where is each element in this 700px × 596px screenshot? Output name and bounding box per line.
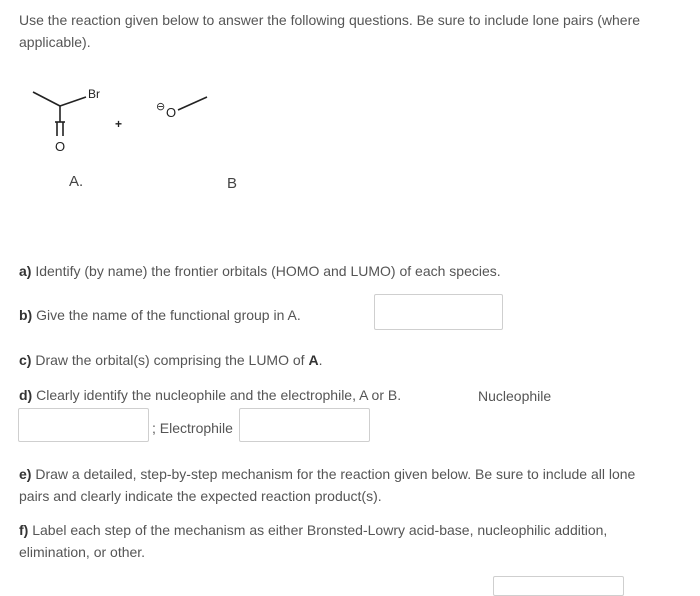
intro-line-1: Use the reaction given below to answer the following questions. Be sure to include lone pairs (where: [19, 12, 641, 28]
charge-symbol: ⊖: [156, 101, 166, 113]
answer-b-input[interactable]: [374, 294, 503, 330]
question-f-letter: f): [19, 522, 29, 538]
question-e-letter: e): [19, 466, 32, 482]
question-f-text-1: Label each step of the mechanism as either Bronsted-Lowry acid-base, nucleophilic addition,: [32, 522, 608, 538]
question-d-text: Clearly identify the nucleophile and the electrophile, A or B.: [36, 387, 402, 403]
question-a-text: Identify (by name) the frontier orbitals (HOMO and LUMO) of each species.: [35, 263, 501, 279]
bond-o-methyl: [178, 97, 207, 110]
bond-methyl-left: [33, 92, 60, 106]
question-c-text: Draw the orbital(s) comprising the LUMO of: [35, 352, 305, 368]
question-a-letter: a): [19, 263, 32, 279]
question-b-text: Give the name of the functional group in A.: [36, 307, 301, 323]
intro-line-2: applicable).: [19, 34, 91, 50]
electrophile-answer-input[interactable]: [239, 408, 370, 442]
answer-f-input[interactable]: [493, 576, 624, 596]
question-e-line-1: [19, 464, 635, 485]
label-a: A.: [69, 173, 84, 190]
question-c-bold-a: A: [308, 352, 319, 368]
question-e-text-1: Draw a detailed, step-by-step mechanism for the reaction given below. Be sure to include all lone: [35, 466, 636, 482]
question-d-letter: d): [19, 387, 33, 403]
nucleophile-answer-input[interactable]: [18, 408, 149, 442]
label-b: B: [227, 175, 238, 192]
question-e-line-2: pairs and clearly indicate the expected reaction product(s).: [19, 488, 382, 504]
bromine-label: Br: [88, 87, 100, 101]
question-f-line-2: elimination, or other.: [19, 544, 146, 560]
electrophile-label: ; Electrophile: [152, 420, 233, 436]
oxygen-label-b: O: [166, 105, 177, 120]
nucleophile-label: Nucleophile: [478, 388, 552, 404]
question-b-letter: b): [19, 307, 33, 323]
oxygen-label-a: O: [55, 139, 66, 154]
question-d: [19, 385, 401, 406]
plus-sign: +: [115, 117, 123, 131]
question-c-letter: c): [19, 352, 32, 368]
question-f-line-1: [19, 520, 607, 541]
question-b: [19, 305, 301, 326]
reaction-scheme: [0, 70, 320, 270]
question-c-period: .: [318, 352, 323, 368]
bond-ch-br: [60, 97, 86, 106]
question-a: [19, 261, 501, 282]
question-c: [19, 350, 322, 371]
compound-a-structure: [33, 92, 86, 136]
